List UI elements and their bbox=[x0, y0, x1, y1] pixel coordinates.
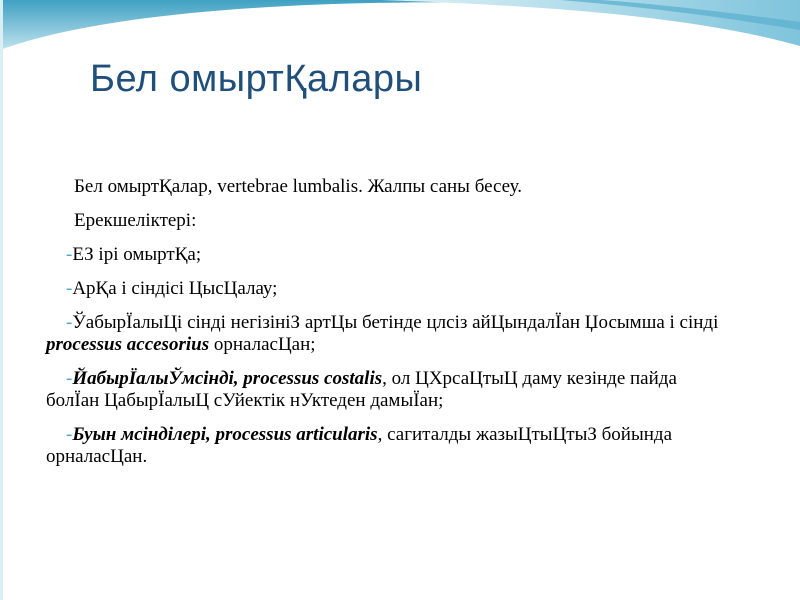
bullet-text: орналасЦан; bbox=[209, 334, 316, 355]
paragraph-features-heading bbox=[46, 210, 726, 232]
bullet-text: ЕЗ ірі омыртҚа; bbox=[72, 244, 202, 265]
slide-title: Бел омыртҚалары bbox=[90, 58, 423, 100]
paragraph-intro bbox=[46, 176, 726, 198]
bullet-dash-icon: - bbox=[66, 244, 73, 265]
bullet-text: , ол ЦХрсаЦтыЦ даму кезінде пайда болЇан ЦабырЇалыЦ сУйектік нУктеден дамыЇан; bbox=[46, 368, 677, 411]
bullet-text: , сагиталды жазыЦтыЦтыЗ бойында орналасЦан. bbox=[46, 424, 673, 467]
latin-term: processus accesorius bbox=[46, 334, 210, 355]
bullet-text: АрҚа і сіндісі ЦысЦалау; bbox=[72, 278, 278, 299]
bullet-item bbox=[46, 278, 726, 300]
bullet-item bbox=[46, 312, 726, 356]
bullet-dash-icon: - bbox=[66, 368, 73, 389]
latin-term: ЙабырЇалыЎмсінді, processus costalis bbox=[72, 368, 383, 389]
bullet-dash-icon: - bbox=[66, 424, 73, 445]
bullet-item bbox=[46, 424, 726, 468]
paragraph-text: Ерекшеліктері: bbox=[74, 210, 197, 231]
bullet-dash-icon: - bbox=[66, 312, 73, 333]
slide-body bbox=[46, 176, 726, 480]
paragraph-text: Бел омыртҚалар, vertebrae lumbalis. Жалпы саны бесеу. bbox=[74, 176, 522, 197]
bullet-text: ЎабырЇалыЦі сінді негізініЗ артЦы бетінде цлсіз айЦындалЇан Џосымша і сінді bbox=[72, 312, 719, 333]
bullet-item bbox=[46, 368, 726, 412]
bullet-dash-icon: - bbox=[66, 278, 73, 299]
bullet-item bbox=[46, 244, 726, 266]
latin-term: Буын мсінділері, processus articularis bbox=[72, 424, 378, 445]
